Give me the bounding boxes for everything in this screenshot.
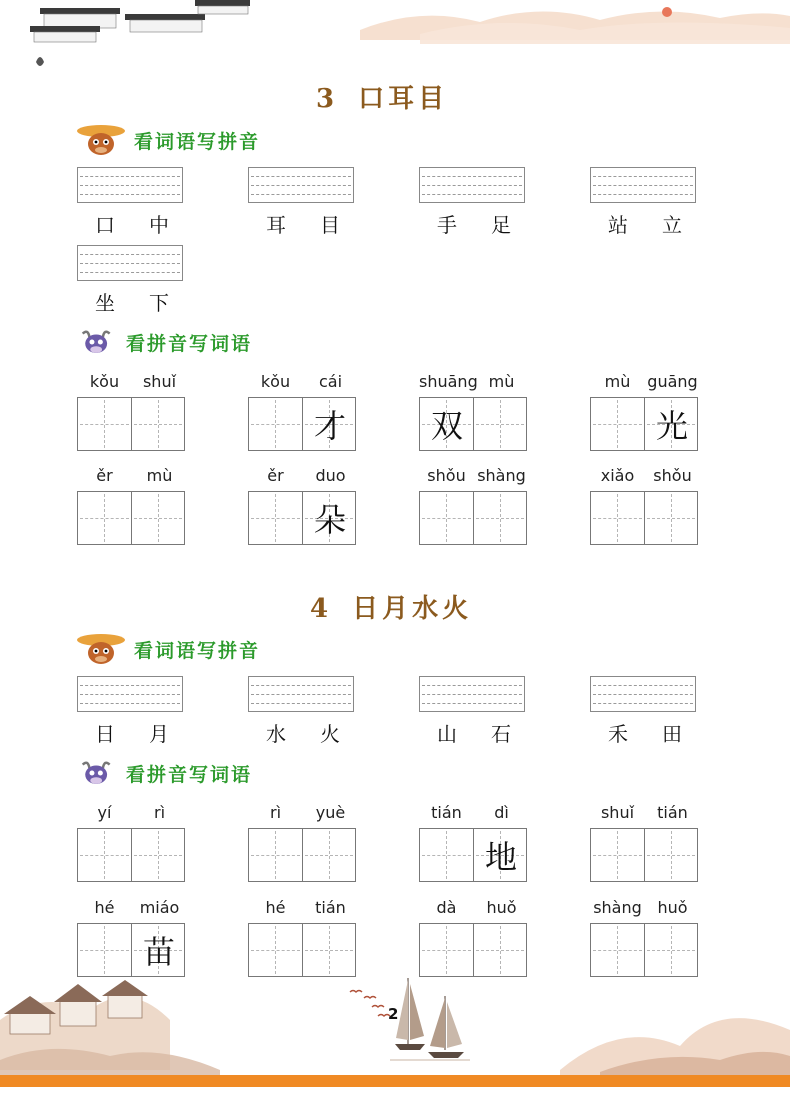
tianzige-cell[interactable]: 才 [302, 398, 355, 450]
pinyin-input-box[interactable] [248, 676, 354, 712]
pinyin-input-box[interactable] [419, 676, 525, 712]
word-label: 山 石 [437, 722, 511, 746]
pinyin-label: yí rì [97, 803, 166, 822]
tianzige-cell[interactable] [644, 829, 697, 881]
top-decoration [0, 0, 790, 70]
tianzige-cell[interactable] [131, 492, 184, 544]
pinyin-input-box[interactable] [590, 167, 696, 203]
bull-mascot-icon [76, 324, 118, 360]
pinyin-label: ěr duo [267, 466, 346, 485]
tianzige-grid[interactable] [248, 491, 356, 545]
tianzige-grid[interactable] [77, 491, 185, 545]
word-write-item [590, 372, 700, 451]
pinyin-label: shuāng mù [419, 372, 515, 391]
word-label: 口 中 [95, 213, 169, 237]
word-write-item [419, 372, 529, 451]
tianzige-cell[interactable]: 地 [473, 829, 526, 881]
tianzige-grid[interactable] [590, 491, 698, 545]
word-label: 水 火 [266, 722, 340, 746]
page-number: 2 [388, 1005, 399, 1023]
birds-decoration-icon [350, 991, 390, 1017]
word-label: 站 立 [608, 213, 682, 237]
word-write-item [77, 372, 187, 451]
pinyin-write-item [77, 167, 215, 238]
pinyin-label: hé miáo [94, 898, 180, 917]
section-write-words-header [76, 755, 252, 791]
pinyin-label: kǒu cái [260, 372, 343, 391]
bull-mascot-icon [76, 755, 118, 791]
tianzige-grid[interactable] [248, 828, 356, 882]
tianzige-grid[interactable] [419, 491, 527, 545]
tianzige-cell[interactable] [131, 398, 184, 450]
pinyin-label: mù guāng [604, 372, 698, 391]
section-label: 看词语写拼音 [134, 639, 261, 662]
word-label: 坐 下 [95, 291, 169, 315]
pinyin-label: shuǐ tián [600, 803, 688, 822]
pinyin-input-box[interactable] [77, 676, 183, 712]
lesson-name: 日月水火 [352, 594, 473, 624]
tianzige-cell[interactable]: 苗 [131, 924, 184, 976]
pinyin-label: shàng huǒ [593, 898, 688, 917]
tianzige-grid[interactable] [419, 397, 527, 451]
bull-hat-mascot-icon [76, 631, 126, 667]
tianzige-grid[interactable] [590, 397, 698, 451]
word-label: 耳 目 [266, 213, 340, 237]
roof-decoration-icon [30, 0, 250, 66]
tianzige-cell[interactable] [302, 829, 355, 881]
sailboat-decoration-icon [390, 978, 470, 1060]
section-label: 看拼音写词语 [126, 332, 253, 355]
word-write-item [248, 466, 358, 545]
lesson-number: 3 [316, 84, 337, 114]
tianzige-cell[interactable]: 双 [420, 398, 473, 450]
pinyin-input-box[interactable] [77, 167, 183, 203]
lesson-name: 口耳目 [358, 84, 449, 114]
section-write-pinyin-header [76, 122, 260, 158]
word-write-item [77, 803, 187, 882]
word-write-item [590, 803, 700, 882]
word-write-item [77, 466, 187, 545]
section-label: 看词语写拼音 [134, 130, 261, 153]
tianzige-cell[interactable] [591, 398, 644, 450]
tianzige-grid[interactable] [248, 397, 356, 451]
tianzige-cell[interactable]: 朵 [302, 492, 355, 544]
tianzige-cell[interactable] [78, 398, 131, 450]
tianzige-cell[interactable] [591, 492, 644, 544]
pinyin-write-item [248, 676, 386, 747]
pinyin-label: ěr mù [96, 466, 173, 485]
pinyin-write-item [590, 676, 728, 747]
tianzige-grid[interactable] [419, 828, 527, 882]
mountain-decoration-icon [560, 1018, 790, 1076]
tianzige-cell[interactable] [78, 829, 131, 881]
pinyin-label: hé tián [265, 898, 346, 917]
tianzige-cell[interactable] [420, 492, 473, 544]
pinyin-label: xiǎo shǒu [600, 466, 692, 485]
pinyin-label: tián dì [431, 803, 509, 822]
lesson-number: 4 [310, 594, 331, 624]
word-label: 禾 田 [608, 722, 682, 746]
tianzige-cell[interactable] [420, 829, 473, 881]
tianzige-cell[interactable] [473, 398, 526, 450]
village-decoration-icon [0, 980, 220, 1076]
mountain-decoration-icon [360, 7, 790, 44]
section-label: 看拼音写词语 [126, 763, 253, 786]
tianzige-grid[interactable] [590, 828, 698, 882]
bottom-orange-bar [0, 1075, 790, 1087]
lesson-3-title [316, 78, 448, 115]
word-write-item [248, 803, 358, 882]
tianzige-cell[interactable] [644, 492, 697, 544]
word-write-item [419, 466, 529, 545]
pinyin-input-box[interactable] [248, 167, 354, 203]
section-write-pinyin-header [76, 631, 260, 667]
pinyin-label: dà huǒ [436, 898, 517, 917]
tianzige-cell[interactable] [249, 492, 302, 544]
word-write-item [248, 372, 358, 451]
pinyin-label: kǒu shuǐ [89, 372, 177, 391]
bull-hat-mascot-icon [76, 122, 126, 158]
pinyin-write-item [77, 676, 215, 747]
tianzige-cell[interactable] [78, 492, 131, 544]
tianzige-cell[interactable] [249, 829, 302, 881]
pinyin-write-item [419, 167, 557, 238]
word-write-item [590, 466, 700, 545]
pinyin-input-box[interactable] [590, 676, 696, 712]
tianzige-cell[interactable]: 光 [644, 398, 697, 450]
word-write-item [419, 803, 529, 882]
pinyin-write-item [248, 167, 386, 238]
tianzige-cell[interactable] [473, 492, 526, 544]
tianzige-cell[interactable] [131, 829, 184, 881]
pinyin-write-item [419, 676, 557, 747]
pinyin-write-item [77, 245, 215, 316]
tianzige-grid[interactable] [77, 397, 185, 451]
tianzige-cell[interactable] [591, 829, 644, 881]
word-label: 手 足 [437, 213, 511, 237]
pinyin-input-box[interactable] [419, 167, 525, 203]
pinyin-label: rì yuè [269, 803, 346, 822]
lesson-4-title [310, 588, 472, 625]
pinyin-write-item [590, 167, 728, 238]
tianzige-cell[interactable] [249, 398, 302, 450]
section-write-words-header [76, 324, 252, 360]
pinyin-input-box[interactable] [77, 245, 183, 281]
word-label: 日 月 [95, 722, 169, 746]
tianzige-grid[interactable] [77, 828, 185, 882]
pinyin-label: shǒu shàng [427, 466, 526, 485]
